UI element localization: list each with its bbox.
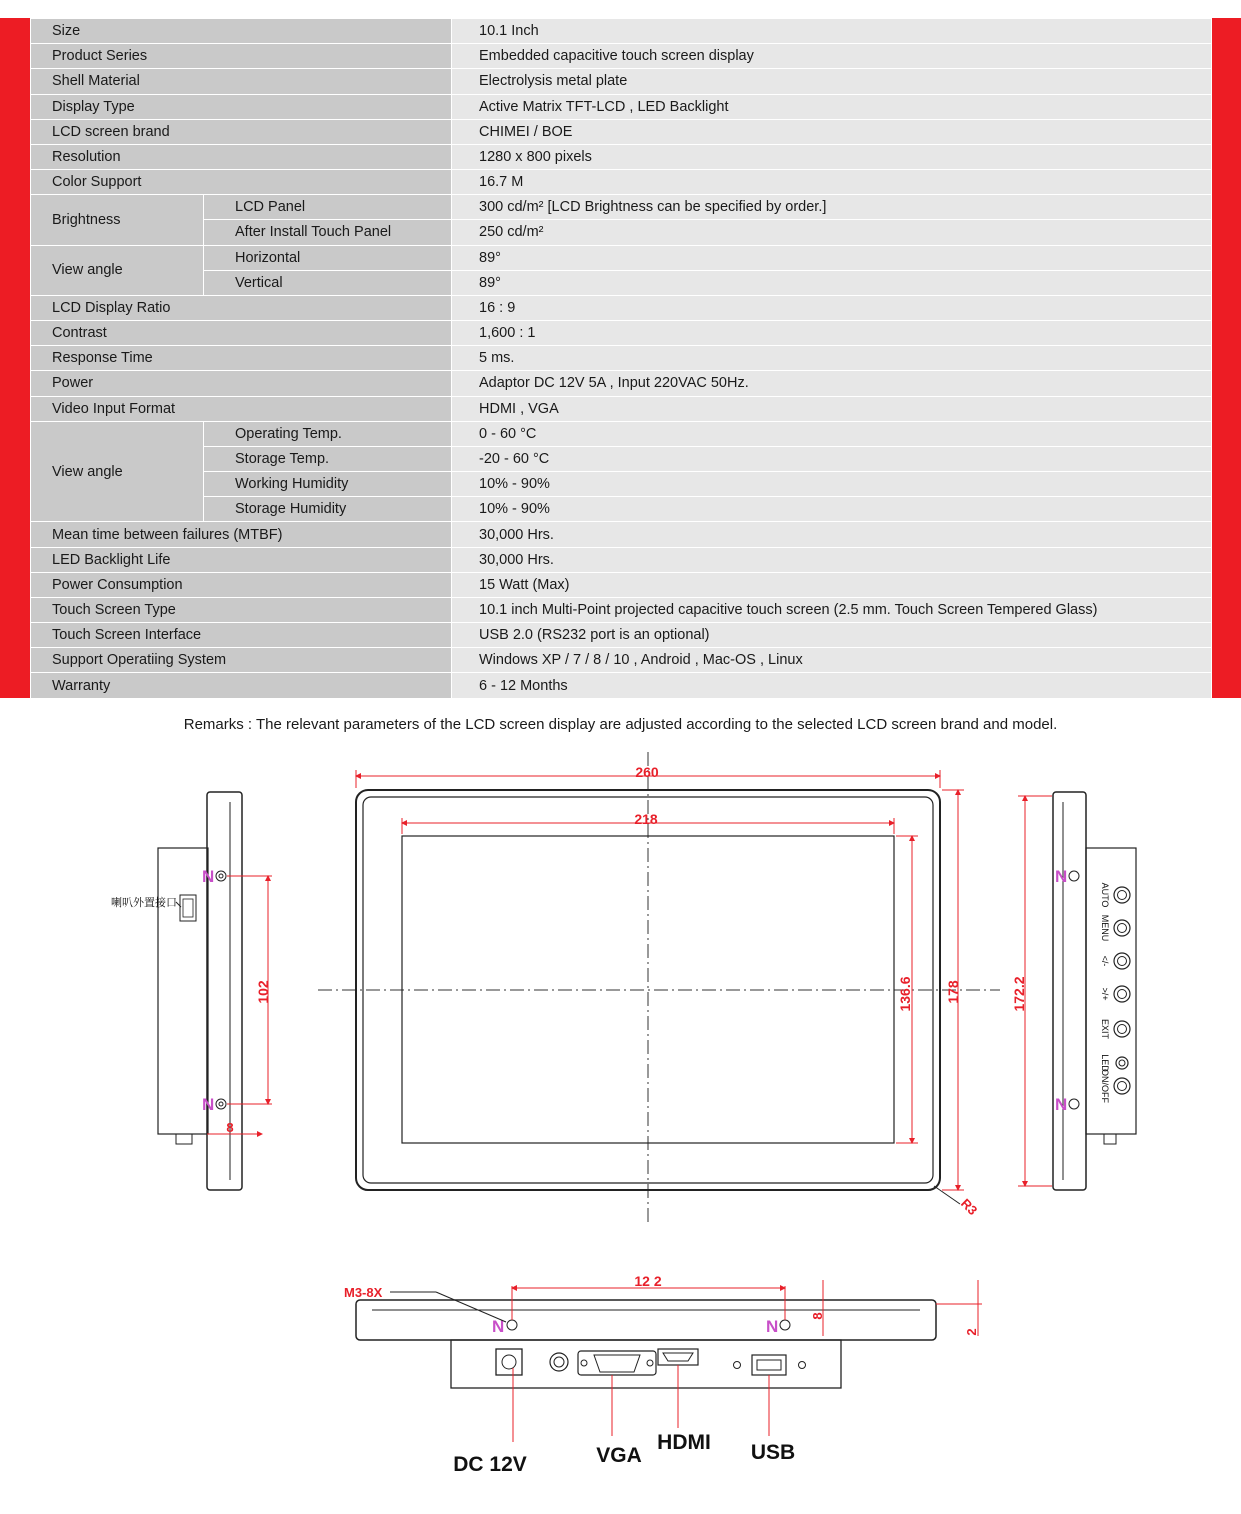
spec-value: Embedded capacitive touch screen display (452, 44, 1212, 69)
spec-value: 15 Watt (Max) (452, 572, 1212, 597)
spec-value: 6 - 12 Months (452, 673, 1212, 698)
port-label: VGA (596, 1444, 642, 1467)
spec-value: CHIMEI / BOE (452, 119, 1212, 144)
dim-bottom-spacing: 12 2 (634, 1273, 662, 1289)
spec-row (31, 522, 1212, 547)
spec-row (31, 44, 1212, 69)
spec-row (31, 623, 1212, 648)
spec-value: USB 2.0 (RS232 port is an optional) (452, 623, 1212, 648)
side-button-label: ON/OFF (1100, 1069, 1110, 1103)
spec-sublabel: After Install Touch Panel (204, 220, 452, 245)
side-button-label: EXIT (1100, 1018, 1110, 1040)
port-label: USB (750, 1441, 796, 1464)
spec-value: Electrolysis metal plate (452, 69, 1212, 94)
spec-label: Contrast (31, 321, 452, 346)
spec-value: -20 - 60 °C (452, 446, 1212, 471)
spec-value: 89° (452, 270, 1212, 295)
spec-label: Display Type (31, 94, 452, 119)
side-button-inner (1119, 1060, 1125, 1066)
spec-value: HDMI , VGA (452, 396, 1212, 421)
dim-depth: 8 (226, 1120, 234, 1135)
side-button-label: >/+ (1100, 987, 1110, 1001)
dim-side-height: 172.2 (1011, 976, 1027, 1012)
spec-row (31, 597, 1212, 622)
spec-value: 1,600 : 1 (452, 321, 1212, 346)
side-button (1114, 887, 1130, 903)
spec-label: Warranty (31, 673, 452, 698)
spec-label: Touch Screen Type (31, 597, 452, 622)
spec-row (31, 321, 1212, 346)
port-label: HDMI (657, 1431, 711, 1454)
dim-radius: R3 (958, 1195, 981, 1218)
mount-marker-bottom-right: N (1055, 1095, 1068, 1114)
left-side-view (111, 792, 272, 1190)
spec-row (31, 371, 1212, 396)
spec-label: Touch Screen Interface (31, 623, 452, 648)
bottom-mount-marker-left: N (492, 1317, 505, 1336)
side-button-inner (1118, 891, 1127, 900)
spec-row (31, 170, 1212, 195)
spec-sublabel: Operating Temp. (204, 421, 452, 446)
spec-label: LCD screen brand (31, 119, 452, 144)
spec-sublabel: Storage Humidity (204, 497, 452, 522)
spec-value: 10.1 inch Multi-Point projected capacitive touch screen (2.5 mm. Touch Screen Tempered Glass) (452, 597, 1212, 622)
spec-label: View angle (31, 421, 204, 522)
spec-label: Mean time between failures (MTBF) (31, 522, 452, 547)
spec-label: Support Operatiing System (31, 648, 452, 673)
spec-row (31, 497, 1212, 522)
port-label: DC 12V (453, 1453, 527, 1476)
dimension-drawing (0, 740, 1241, 1514)
right-side-view (1011, 792, 1136, 1190)
spec-value: 30,000 Hrs. (452, 547, 1212, 572)
spec-sublabel: Storage Temp. (204, 446, 452, 471)
spec-value: 10.1 Inch (452, 19, 1212, 44)
spec-value: Active Matrix TFT-LCD , LED Backlight (452, 94, 1212, 119)
side-button (1114, 1078, 1130, 1094)
spec-row (31, 195, 1212, 220)
spec-label: LCD Display Ratio (31, 295, 452, 320)
side-button-label: </- (1100, 955, 1110, 967)
spec-row (31, 69, 1212, 94)
side-button (1114, 920, 1130, 936)
spec-value: 5 ms. (452, 346, 1212, 371)
mount-marker-bottom: N (202, 1095, 215, 1114)
spec-row (31, 648, 1212, 673)
dim-mount-spacing: 102 (255, 980, 271, 1004)
spec-label: Color Support (31, 170, 452, 195)
dim-height: 178 (945, 980, 961, 1004)
spec-label: Power Consumption (31, 572, 452, 597)
spec-value: 300 cd/m² [LCD Brightness can be specified by order.] (452, 195, 1212, 220)
spec-label: Shell Material (31, 69, 452, 94)
side-button-label: MENU (1100, 914, 1110, 942)
spec-label: Product Series (31, 44, 452, 69)
spec-label: Brightness (31, 195, 204, 245)
spec-sublabel: Working Humidity (204, 472, 452, 497)
spec-row (31, 220, 1212, 245)
spec-sublabel: Horizontal (204, 245, 452, 270)
mount-marker-top-right: N (1055, 867, 1068, 886)
spec-row (31, 245, 1212, 270)
spec-row (31, 295, 1212, 320)
speaker-label: 喇叭外置接口 (111, 897, 177, 909)
spec-value: 10% - 90% (452, 472, 1212, 497)
spec-value: 16 : 9 (452, 295, 1212, 320)
spec-value: 16.7 M (452, 170, 1212, 195)
side-button-inner (1118, 924, 1127, 933)
spec-row (31, 421, 1212, 446)
dim-screen-width: 218 (634, 811, 658, 827)
spec-value: 89° (452, 245, 1212, 270)
mount-marker-top: N (202, 867, 215, 886)
side-button-label: AUTO (1100, 882, 1110, 908)
spec-label: Video Input Format (31, 396, 452, 421)
dim-bottom-depth: 8 (810, 1312, 825, 1320)
spec-label: Power (31, 371, 452, 396)
spec-sublabel: LCD Panel (204, 195, 452, 220)
dim-bottom-edge: 2 (964, 1328, 979, 1336)
side-button-inner (1118, 1025, 1127, 1034)
spec-label: Resolution (31, 144, 452, 169)
spec-row (31, 144, 1212, 169)
spec-label: Response Time (31, 346, 452, 371)
spec-label: LED Backlight Life (31, 547, 452, 572)
spec-row (31, 94, 1212, 119)
spec-value: 250 cd/m² (452, 220, 1212, 245)
spec-row (31, 547, 1212, 572)
spec-sublabel: Vertical (204, 270, 452, 295)
spec-row (31, 119, 1212, 144)
spec-row (31, 270, 1212, 295)
spec-value: 10% - 90% (452, 497, 1212, 522)
side-button-inner (1118, 990, 1127, 999)
spec-value: 0 - 60 °C (452, 421, 1212, 446)
screw-label: M3-8X (344, 1285, 383, 1300)
side-button (1114, 953, 1130, 969)
right-accent-bar (1211, 18, 1241, 698)
spec-value: 1280 x 800 pixels (452, 144, 1212, 169)
spec-table (30, 18, 1212, 699)
spec-row (31, 446, 1212, 471)
spec-value: 30,000 Hrs. (452, 522, 1212, 547)
spec-value: Adaptor DC 12V 5A , Input 220VAC 50Hz. (452, 371, 1212, 396)
side-button-label: LED (1100, 1054, 1110, 1072)
spec-row (31, 673, 1212, 698)
side-button-inner (1118, 1082, 1127, 1091)
left-accent-bar (0, 18, 30, 698)
bottom-mount-marker-right: N (766, 1317, 779, 1336)
side-button (1114, 1021, 1130, 1037)
front-view (318, 752, 1000, 1226)
spec-label: View angle (31, 245, 204, 295)
dim-width: 260 (635, 764, 659, 780)
side-button (1116, 1057, 1128, 1069)
spec-row (31, 346, 1212, 371)
bottom-view (344, 1273, 982, 1476)
side-button-inner (1118, 957, 1127, 966)
spec-row (31, 472, 1212, 497)
remarks-text: Remarks : The relevant parameters of the LCD screen display are adjusted according to the selected LCD screen brand and model. (183, 716, 1058, 733)
dim-screen-height: 136.6 (897, 976, 913, 1012)
side-button (1114, 986, 1130, 1002)
spec-row (31, 19, 1212, 44)
spec-label: Size (31, 19, 452, 44)
spec-value: Windows XP / 7 / 8 / 10 , Android , Mac-OS , Linux (452, 648, 1212, 673)
spec-row (31, 572, 1212, 597)
spec-row (31, 396, 1212, 421)
